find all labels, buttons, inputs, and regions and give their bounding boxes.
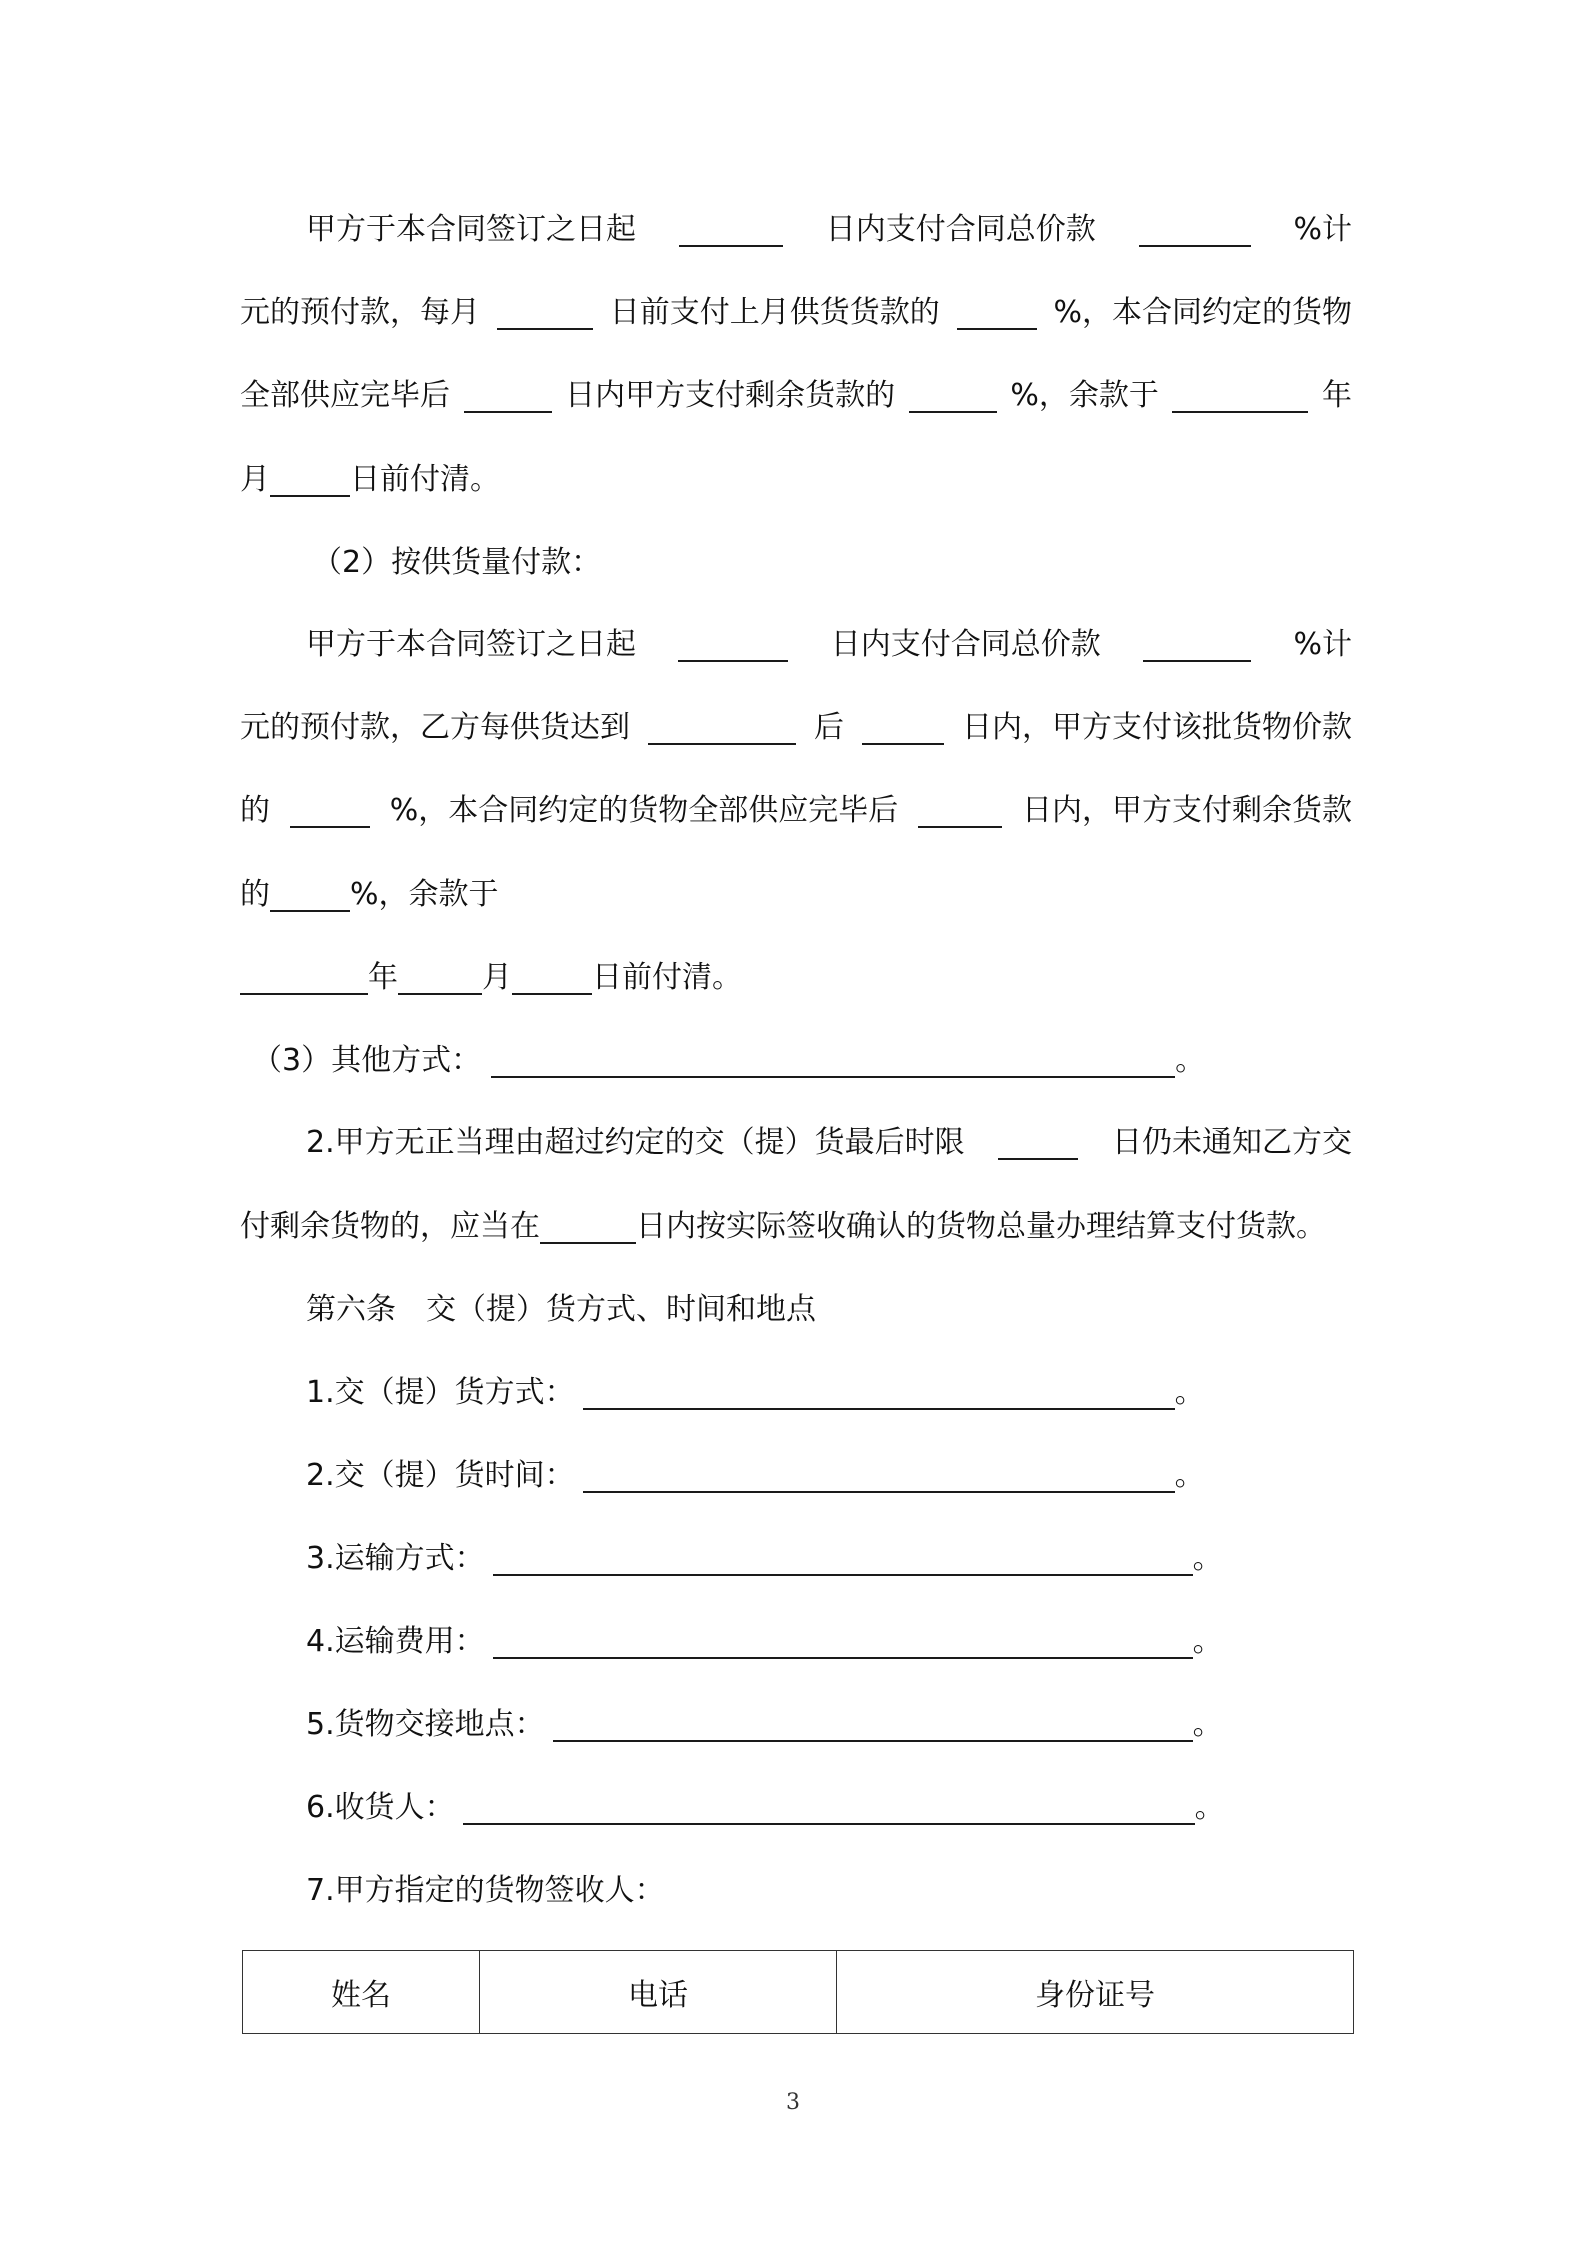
- blank-days[interactable]: [679, 213, 783, 247]
- blank-quantity[interactable]: [648, 711, 796, 745]
- blank-year[interactable]: [240, 961, 368, 995]
- delivery-time-field[interactable]: [583, 1459, 1175, 1493]
- clause2-line-1: 2.甲方无正当理由超过约定的交（提）货最后时限 日仍未通知乙方交: [306, 1125, 1352, 1160]
- page-number: 3: [786, 2090, 800, 2115]
- payment-paragraph-line-2: 元的预付款，每月 日前支付上月供货货款的 %，本合同约定的货物: [240, 295, 1352, 330]
- blank-percent[interactable]: [909, 379, 997, 413]
- header-id-number: 身份证号: [837, 1951, 1354, 2034]
- handover-location-item: 5.货物交接地点： 。: [306, 1706, 1223, 1742]
- payment-option-2-title: （2）按供货量付款：: [312, 544, 602, 580]
- quantity-paragraph-line-4: 的 %，余款于: [240, 876, 499, 912]
- designated-signer-title: 7.甲方指定的货物签收人：: [306, 1872, 665, 1908]
- consignee-item: 6.收货人： 。: [306, 1789, 1225, 1825]
- payment-option-3: （3）其他方式： 。: [252, 1042, 1206, 1078]
- blank-percent[interactable]: [1143, 628, 1251, 662]
- other-method-field[interactable]: [491, 1044, 1175, 1078]
- delivery-time-item: 2.交（提）货时间： 。: [306, 1457, 1205, 1493]
- blank-days[interactable]: [678, 628, 788, 662]
- quantity-paragraph-line-5: 年 月 日前付清。: [240, 952, 1352, 1002]
- signer-table: [242, 1950, 1354, 2034]
- blank-percent[interactable]: [1139, 213, 1251, 247]
- transport-method-item: 3.运输方式： 。: [306, 1540, 1223, 1576]
- transport-cost-field[interactable]: [493, 1625, 1193, 1659]
- blank-month[interactable]: [398, 961, 482, 995]
- blank-percent[interactable]: [270, 878, 350, 912]
- article-6-title: 第六条 交（提）货方式、时间和地点: [306, 1291, 816, 1327]
- clause2-line-2: 付剩余货物的，应当在 日内按实际签收确认的货物总量办理结算支付货款。: [240, 1208, 1326, 1244]
- table-header-row: [243, 1951, 1354, 2034]
- blank-percent[interactable]: [957, 296, 1037, 330]
- blank-days[interactable]: [998, 1126, 1078, 1160]
- delivery-method-field[interactable]: [583, 1376, 1175, 1410]
- payment-paragraph-line-3: 全部供应完毕后 日内甲方支付剩余货款的 %，余款于 年: [240, 378, 1352, 413]
- quantity-paragraph-line-1: 甲方于本合同签订之日起 日内支付合同总价款 %计: [306, 627, 1352, 662]
- blank-monthly-day[interactable]: [497, 296, 593, 330]
- blank-day[interactable]: [512, 961, 592, 995]
- blank-day[interactable]: [270, 463, 350, 497]
- transport-cost-item: 4.运输费用： 。: [306, 1623, 1223, 1659]
- blank-year[interactable]: [1172, 379, 1308, 413]
- consignee-field[interactable]: [463, 1791, 1195, 1825]
- blank-days[interactable]: [918, 794, 1002, 828]
- payment-paragraph-line-4: 月 日前付清。: [240, 461, 500, 497]
- header-name: 姓名: [243, 1951, 480, 2034]
- blank-days[interactable]: [540, 1210, 636, 1244]
- blank-days[interactable]: [464, 379, 552, 413]
- delivery-method-item: 1.交（提）货方式： 。: [306, 1374, 1205, 1410]
- blank-days[interactable]: [862, 711, 944, 745]
- payment-paragraph-line-1: 甲方于本合同签订之日起 日内支付合同总价款 %计: [306, 212, 1352, 247]
- quantity-paragraph-line-3: 的 %，本合同约定的货物全部供应完毕后 日内，甲方支付剩余货款: [240, 793, 1352, 828]
- handover-location-field[interactable]: [553, 1708, 1193, 1742]
- transport-method-field[interactable]: [493, 1542, 1193, 1576]
- header-phone: 电话: [480, 1951, 837, 2034]
- blank-percent[interactable]: [290, 794, 370, 828]
- quantity-paragraph-line-2: 元的预付款，乙方每供货达到 后 日内，甲方支付该批货物价款: [240, 710, 1352, 745]
